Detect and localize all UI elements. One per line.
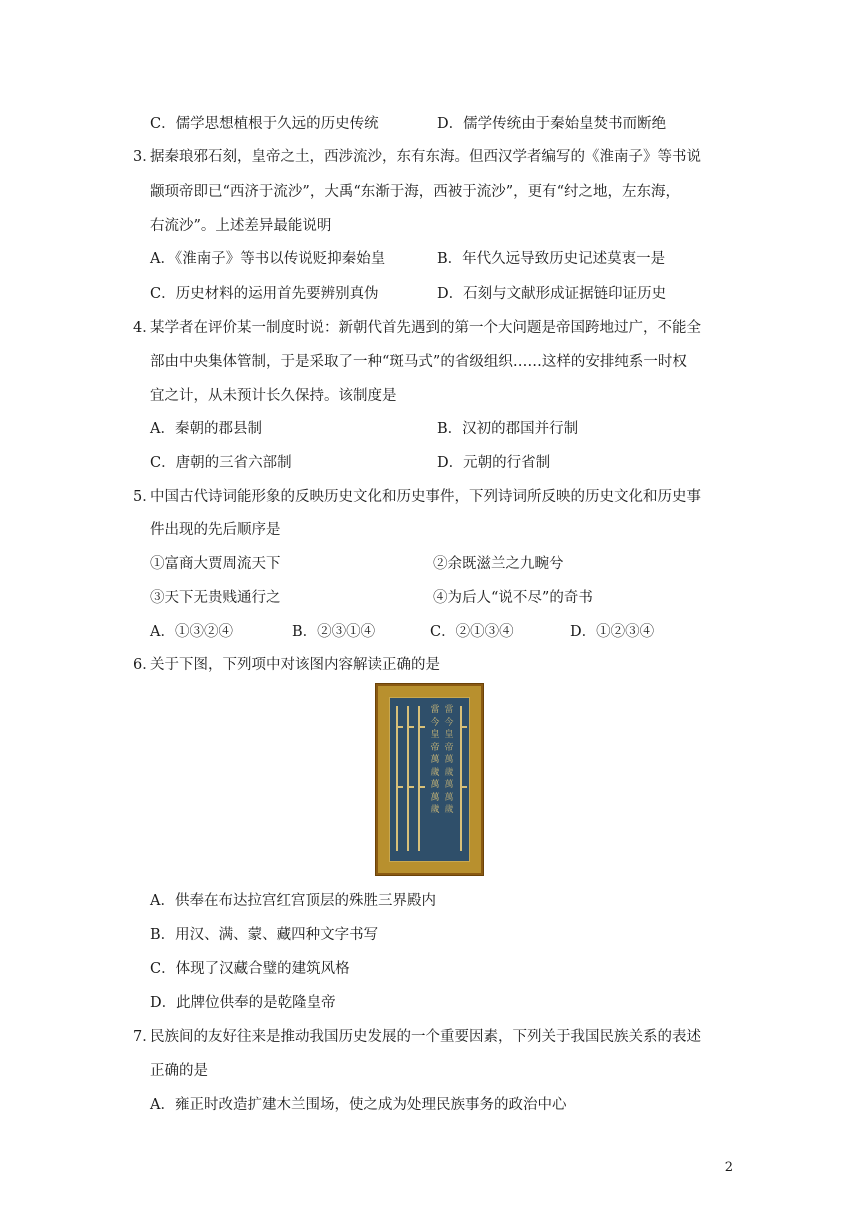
q7-option-a: A．雍正时改造扩建木兰围场，使之成为处理民族事务的政治中心 (150, 1097, 567, 1113)
q4-stem-line-1: 某学者在评价某一制度时说：新朝代首先遇到的第一个大问题是帝国跨地过广，不能全 (150, 320, 701, 336)
q5-number: 5． (133, 489, 157, 505)
memorial-tablet-image (375, 683, 484, 876)
q4-option-b: B．汉初的郡国并行制 (437, 421, 579, 437)
q3-number: 3． (133, 149, 157, 165)
tablet-script-column (396, 706, 405, 851)
q5-stem-line-2: 件出现的先后顺序是 (150, 522, 281, 538)
q6-number: 6． (133, 657, 157, 673)
q5-item-1: ①富商大贾周流天下 (150, 556, 281, 572)
q4-option-d: D．元朝的行省制 (437, 455, 551, 471)
q3-option-c: C．历史材料的运用首先要辨别真伪 (150, 286, 379, 302)
q4-option-c: C．唐朝的三省六部制 (150, 455, 292, 471)
q5-option-c: C．②①③④ (430, 624, 514, 640)
q3-option-b: B．年代久远导致历史记述莫衷一是 (437, 251, 666, 267)
tablet-script-column (460, 706, 469, 851)
q6-option-c: C．体现了汉藏合璧的建筑风格 (150, 961, 350, 977)
q5-option-d: D．①②③④ (570, 624, 655, 640)
q3-stem-line-2: 颛顼帝即已“西济于流沙”，大禹“东渐于海，西被于流沙”，更有“纣之地，左东海， (150, 184, 681, 200)
q7-number: 7． (133, 1029, 157, 1045)
q7-stem-line-1: 民族间的友好往来是推动我国历史发展的一个重要因素，下列关于我国民族关系的表述 (150, 1029, 701, 1045)
q4-stem-line-2: 部由中央集体管制，于是采取了一种“斑马式”的省级组织……这样的安排纯系一时权 (150, 354, 687, 370)
q5-option-a: A．①③②④ (150, 624, 233, 640)
q6-stem-line-1: 关于下图，下列项中对该图内容解读正确的是 (150, 657, 440, 673)
page-number: 2 (724, 1160, 733, 1175)
q4-option-a: A．秦朝的郡县制 (150, 421, 262, 437)
q3-option-d: D．石刻与文献形成证据链印证历史 (437, 286, 667, 302)
tablet-inscription-panel (389, 697, 470, 862)
q5-item-2: ②余既滋兰之九畹兮 (433, 556, 564, 572)
q5-option-b: B．②③①④ (292, 624, 376, 640)
q5-item-3: ③天下无贵贱通行之 (150, 590, 281, 606)
tablet-second-column: 當今皇帝萬歲萬萬歲 (444, 705, 454, 815)
q3-stem-line-1: 据秦琅邪石刻，皇帝之土，西涉流沙，东有东海。但西汉学者编写的《淮南子》等书说 (150, 149, 701, 165)
tablet-chinese-column: 當今皇帝萬歲萬萬歲 (430, 705, 440, 815)
q2-option-d: D．儒学传统由于秦始皇焚书而断绝 (437, 116, 667, 132)
q6-option-b: B．用汉、满、蒙、藏四种文字书写 (150, 927, 379, 943)
q2-option-c: C．儒学思想植根于久远的历史传统 (150, 116, 379, 132)
q6-option-d: D．此牌位供奉的是乾隆皇帝 (150, 995, 336, 1011)
q5-stem-line-1: 中国古代诗词能形象的反映历史文化和历史事件，下列诗词所反映的历史文化和历史事 (150, 489, 701, 505)
tablet-script-column (407, 706, 416, 851)
q4-stem-line-3: 宜之计，从未预计长久保持。该制度是 (150, 388, 397, 404)
q6-option-a: A．供奉在布达拉宫红宫顶层的殊胜三界殿内 (150, 893, 436, 909)
q5-item-4: ④为后人“说不尽”的奇书 (433, 590, 593, 606)
q3-option-a: A．《淮南子》等书以传说贬抑秦始皇 (150, 251, 386, 267)
q4-number: 4． (133, 320, 157, 336)
tablet-script-column (418, 706, 427, 851)
q3-stem-line-3: 右流沙”。上述差异最能说明 (150, 218, 332, 234)
q7-stem-line-2: 正确的是 (150, 1063, 208, 1079)
